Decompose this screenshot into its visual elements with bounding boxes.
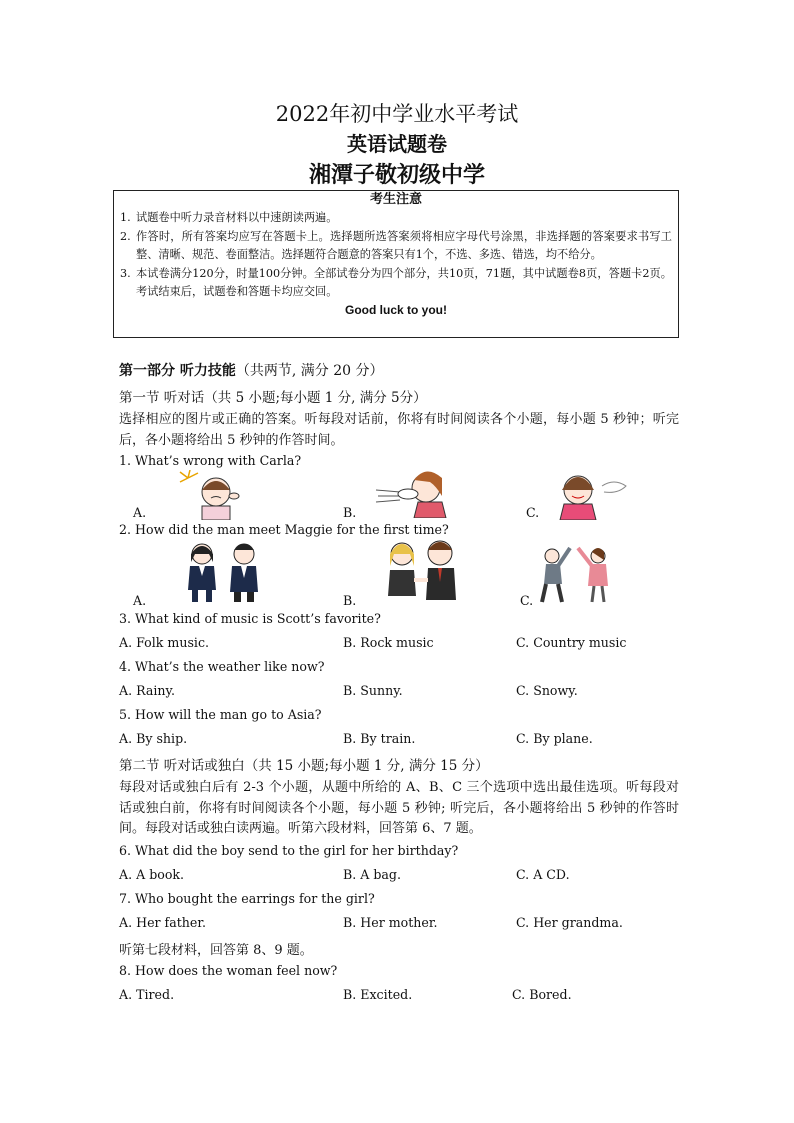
exam-subject: 英语试题卷 — [347, 132, 447, 156]
part1-heading — [119, 360, 384, 380]
section1-title: 第一节 听对话（共 5 小题;每小题 1 分, 满分 5分） — [119, 390, 427, 406]
section2-note-8: 听第七段材料，回答第 8、9 题。 — [119, 943, 313, 958]
q5-option-c: C. By plane. — [516, 731, 593, 746]
good-luck-text: Good luck to you! — [345, 302, 447, 317]
q6-option-a: A. A book. — [119, 867, 185, 882]
school-name: 湘潭子敬初级中学 — [308, 162, 485, 188]
notice-item-number: 3. — [120, 266, 131, 280]
question-8: 8. How does the woman feel now? — [119, 963, 338, 978]
q8-option-b: B. Excited. — [343, 987, 413, 1002]
question-6: 6. What did the boy send to the girl for her birthday? — [119, 843, 459, 858]
question-4: 4. What’s the weather like now? — [119, 659, 325, 674]
notice-item-text: 作答时，所有答案均应写在答题卡上。选择题所选答案须将相应字母代号涂黑，非选择题的答案要求书写工整、清晰、规范、卷面整洁。选择题符合题意的答案只有1个，不选、多选、错选，均不给分。 — [136, 229, 672, 262]
notice-box — [113, 190, 679, 338]
q8-option-c: C. Bored. — [512, 987, 572, 1002]
q3-option-c: C. Country music — [516, 635, 627, 650]
q6-option-b: B. A bag. — [343, 867, 401, 882]
headache-girl-image — [178, 470, 252, 520]
q2-option-a: A. — [133, 593, 147, 608]
handshake-image — [384, 538, 464, 604]
q3-option-a: A. Folk music. — [119, 635, 209, 650]
notice-item-number: 1. — [120, 211, 131, 224]
q7-option-c: C. Her grandma. — [516, 915, 623, 930]
sneezing-girl-image — [372, 466, 456, 518]
q4-option-c: C. Snowy. — [516, 683, 578, 698]
q8-option-a: A. Tired. — [119, 987, 175, 1002]
high-five-image — [538, 540, 618, 604]
q6-option-c: C. A CD. — [516, 867, 570, 882]
q2-option-c: C. — [520, 593, 534, 608]
section2-title: 第二节 听对话或独白（共 15 小题;每小题 1 分, 满分 15 分） — [119, 758, 489, 774]
q5-option-b: B. By train. — [343, 731, 416, 746]
q1-option-c: C. — [526, 505, 540, 520]
question-1: 1. What’s wrong with Carla? — [119, 453, 302, 468]
q4-option-a: A. Rainy. — [119, 683, 175, 698]
notice-item-number: 2. — [120, 229, 131, 243]
q1-option-b: B. — [343, 505, 357, 520]
q4-option-b: B. Sunny. — [343, 683, 403, 698]
part1-title-note: （共两节, 满分 20 分） — [235, 363, 384, 379]
notice-item — [114, 228, 678, 265]
part1-title: 第一部分 听力技能 — [119, 363, 236, 379]
notice-item — [114, 209, 678, 228]
exam-title: 2022年初中学业水平考试 — [275, 102, 519, 126]
notice-item — [114, 265, 678, 302]
q7-option-a: A. Her father. — [119, 915, 206, 930]
notice-title: 考生注意 — [369, 192, 422, 207]
q2-option-b: B. — [343, 593, 357, 608]
section1-instructions: 选择相应的图片或正确的答案。听每段对话前，你将有时间阅读各个小题，每小题 5 秒钟；听完后，各小题将给出 5 秒钟的作答时间。 — [119, 412, 679, 448]
question-3: 3. What kind of music is Scott’s favorite? — [119, 611, 381, 626]
notice-item-text: 本试卷满分120分，时量100分钟。全部试卷分为四个部分，共10页，71题，其中试题卷8页，答题卡2页。考试结束后，试题卷和答题卡均应交回。 — [136, 266, 672, 299]
sore-throat-girl-image — [548, 470, 632, 520]
question-2: 2. How did the man meet Maggie for the first time? — [119, 522, 449, 537]
q1-option-a: A. — [133, 505, 147, 520]
q7-option-b: B. Her mother. — [343, 915, 438, 930]
q3-option-b: B. Rock music — [343, 635, 434, 650]
section2-instructions: 每段对话或独白后有 2-3 个小题，从题中所给的 A、B、C 三个选项中选出最佳选项。听每段对话或独白前，你将有时间阅读各个小题，每小题 5 秒钟; 听完后，各小题将给出 5 秒钟的作答时间。每段对话或独白读两遍。听第六段材料，回答第 6、7 题。 — [119, 780, 679, 836]
students-image — [182, 540, 268, 602]
q5-option-a: A. By ship. — [119, 731, 188, 746]
notice-item-text: 试题卷中听力录音材料以中速朗读两遍。 — [136, 211, 338, 224]
question-5: 5. How will the man go to Asia? — [119, 707, 322, 722]
question-7: 7. Who bought the earrings for the girl? — [119, 891, 375, 906]
